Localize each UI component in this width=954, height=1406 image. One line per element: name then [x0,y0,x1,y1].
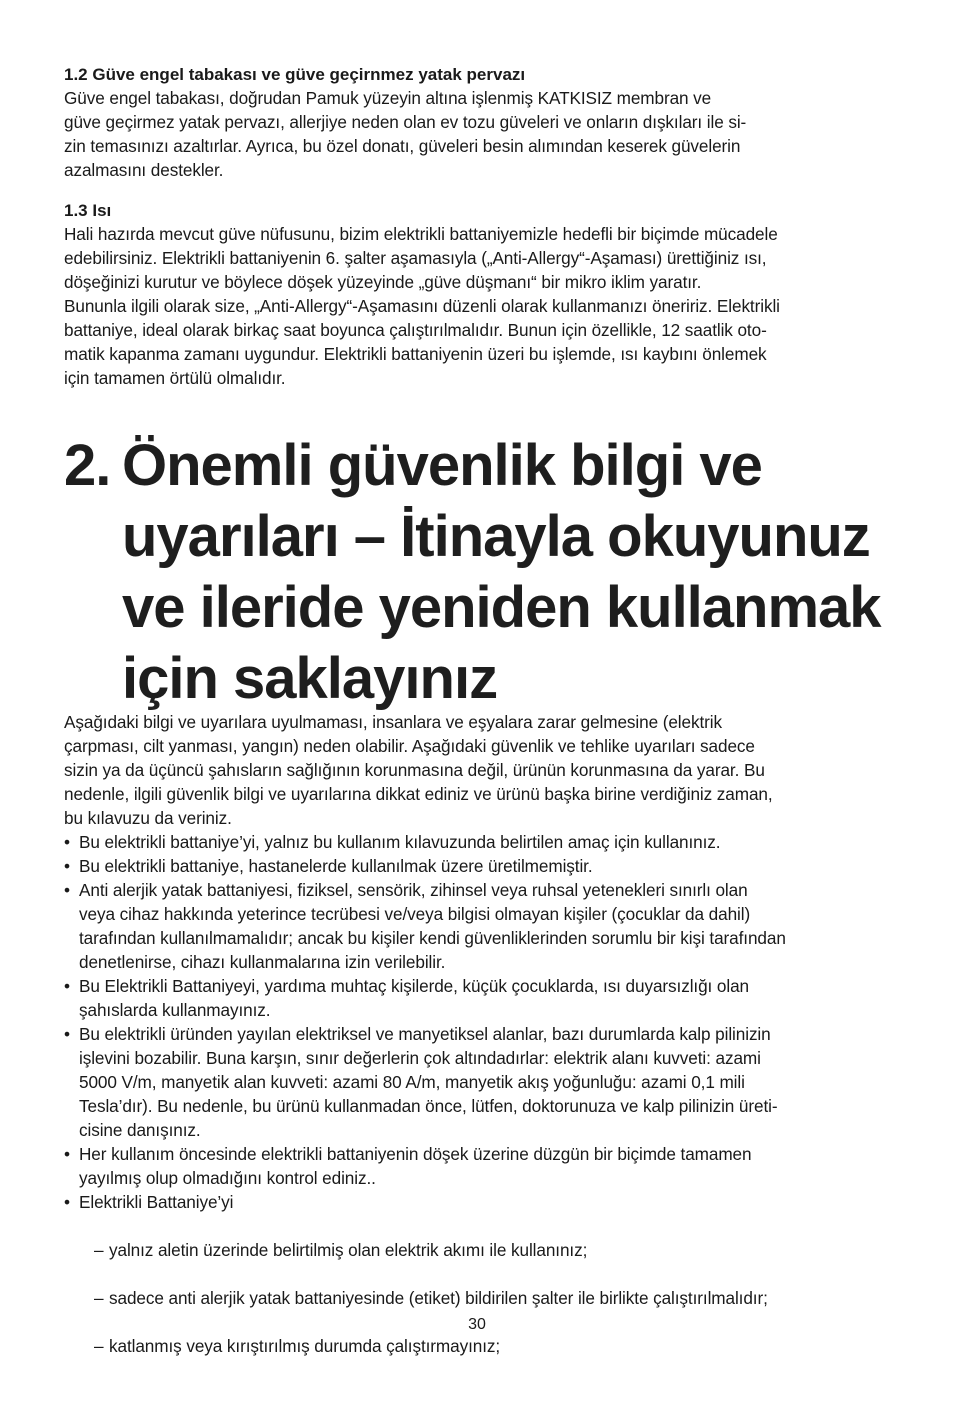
title-line-4: için saklayınız [122,646,498,711]
page-number: 30 [468,1316,486,1333]
chapter-title [64,430,881,714]
chapter-number: 2. [64,433,111,498]
section-heading: 1.2 Güve engel tabakası ve güve geçirnmez yatak pervazı [64,65,526,84]
safety-content [64,710,894,1406]
section-1-2 [64,64,894,182]
dash-marker: – [94,1288,104,1308]
bullet-marker: • [64,1144,70,1164]
bullet-marker: • [64,976,70,996]
sub-list-item: – yalnız aletin üzerinde belirtilmiş olan elektrik akımı ile kullanınız; [94,1240,588,1260]
section-1-3 [64,200,894,390]
sub-list [79,1214,894,1382]
list-item: • Bu elektrikli battaniye’yi, yalnız bu kullanım kılavuzunda belirtilen amaç için kullanınız. [64,832,721,852]
title-line-3: ve ileride yeniden kullanmak [122,575,881,640]
bullet-marker: • [64,1024,70,1044]
list-item: • Anti alerjik yatak battaniyesi, fiziksel, sensörik, zihinsel veya ruhsal yetenekleri sınırlı olan veya cihaz hakkında yeterince tecrübesi ve/veya bilgisi olmayan kişiler (çocuklar da dahil) tarafından kullanılmamalıdır; ancak bu kişiler kendi güvenliklerinden sorumlu bir kişi tarafından denetlenirse, cihazı kullanmalarına izin verilebilir. [64,880,786,972]
title-line-1 [64,430,881,501]
section-heading: 1.3 Isı [64,201,112,220]
bullet-marker: • [64,832,70,852]
list-item: • Bu Elektrikli Battaniyeyi, yardıma muhtaç kişilerde, küçük çocuklarda, ısı duyarsızlığı olan şahıslarda kullanmayınız. [64,976,749,1020]
dash-marker: – [94,1336,104,1356]
list-item: • Bu elektrikli üründen yayılan elektriksel ve manyetiksel alanlar, bazı durumlarda kalp pilinizin işlevini bozabilir. Buna karşın, sınır değerlerin çok altındadırlar: elektrik alanı kuvveti: azami 5000 V/m, manyetik alan kuvveti: azami 80 A/m, manyetik akış yoğunluğu: azami 0,1 mili Tesla’dır). Bu nedenle, bu ürünü kullanmadan önce, lütfen, doktorunuza ve kalp pilinizin üreti- cisine danışınız. [64,1024,778,1140]
list-item: • Bu elektrikli battaniye, hastanelerde kullanılmak üzere üretilmemiştir. [64,856,593,876]
dash-marker: – [94,1240,104,1260]
list-item: • Elektrikli Battaniye’yi – yalnız aletin üzerinde belirtilmiş olan elektrik akımı ile kullanınız; – sadece anti alerjik yatak battaniyesinde (etiket) bildirilen şalter ile birlikte çalıştırılmalıdır; – katlanmış veya kırıştırılmış durumda çalıştırmayınız; [64,1190,894,1406]
sub-list-item: – sadece anti alerjik yatak battaniyesinde (etiket) bildirilen şalter ile birlikte çalıştırılmalıdır; [94,1288,768,1308]
section-body: Güve engel tabakası, doğrudan Pamuk yüzeyin altına işlenmiş KATKISIZ membran ve güve geçirmez yatak pervazı, allerjiye neden olan ev tozu güveleri ve onların dışkıları ile si- zin temasınızı azaltırlar. Ayrıca, bu özel donatı, güveleri besin alımından keserek güvelerin azalmasını destekler. [64,88,747,180]
title-line-2: uyarıları – İtinayla okuyunuz [122,504,870,569]
sub-list-item: – katlanmış veya kırıştırılmış durumda çalıştırmayınız; [94,1336,501,1356]
intro-paragraph: Aşağıdaki bilgi ve uyarılara uyulmaması, insanlara ve eşyalara zarar gelmesine (elektrik çarpması, cilt yanması, yangın) neden olabilir. Aşağıdaki güvenlik ve tehlike uyarıları sadece sizin ya da üçüncü şahısların sağlığının korunmasına değil, ürünün korunmasına da yarar. Bu nedenle, ilgili güvenlik bilgi ve uyarılarına dikkat ediniz ve ürünü başka birine verdiğiniz zaman, bu kılavuzu da veriniz. [64,712,773,828]
list-item: • Her kullanım öncesinde elektrikli battaniyenin döşek üzerine düzgün bir biçimde tamamen yayılmış olup olmadığını kontrol ediniz.. [64,1144,752,1188]
bullet-marker: • [64,856,70,876]
section-body: Hali hazırda mevcut güve nüfusunu, bizim elektrikli battaniyemizle hedefli bir biçimde mücadele edebilirsiniz. Elektrikli battaniyenin 6. şalter aşamasıyla („Anti-Allergy“-Aşaması) ürettiğiniz ısı, döşeğinizi kurutur ve böylece döşek yüzeyinde „güve düşmanı“ bir mikro iklim yaratır. Bununla ilgili olarak size, „Anti-Allergy“-Aşamasını düzenli olarak kullanmanızı öneririz. Elektrikli battaniye, ideal olarak birkaç saat boyunca çalıştırılmalıdır. Bunun için özellikle, 12 saatlik oto- matik kapanma zamanı uygundur. Elektrikli battaniyenin üzeri bu işlemde, ısı kaybını önlemek için tamamen örtülü olmalıdır. [64,224,780,388]
bullet-marker: • [64,1192,70,1212]
title-text: Önemli güvenlik bilgi ve [122,433,762,498]
bullet-marker: • [64,880,70,900]
